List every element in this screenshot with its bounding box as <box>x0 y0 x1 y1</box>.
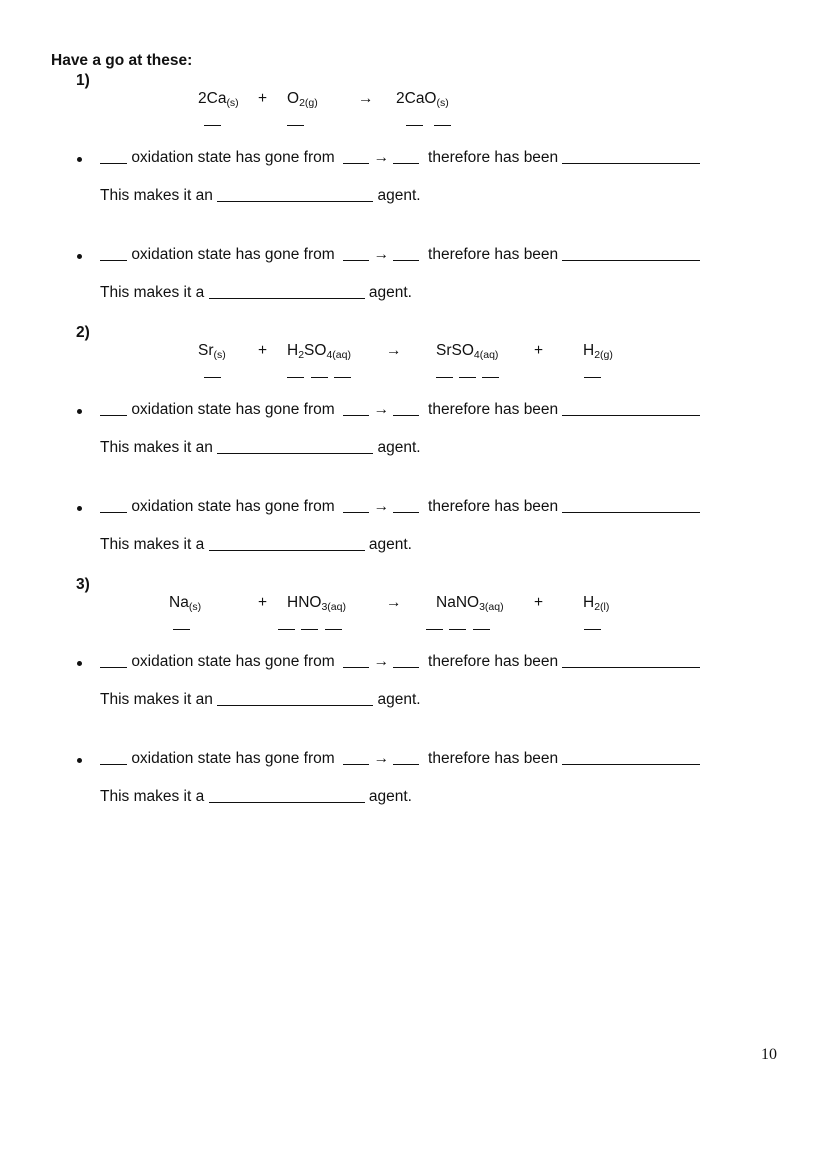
agent-line: This makes it an agent. <box>100 439 421 456</box>
arrow-icon: → <box>373 750 390 767</box>
species-hno3: $HNO_{3(aq)}$ <box>287 594 346 613</box>
to-blank[interactable] <box>393 653 419 668</box>
oxidation-number-blank[interactable] <box>436 377 453 378</box>
oxidation-number-blank[interactable] <box>406 125 423 126</box>
agent-line: This makes it an agent. <box>100 691 421 708</box>
bullet-icon <box>77 661 82 666</box>
process-blank[interactable] <box>562 246 700 261</box>
from-blank[interactable] <box>343 246 369 261</box>
worksheet-heading: Have a go at these: <box>51 52 193 69</box>
oxidation-number-blank[interactable] <box>204 377 221 378</box>
from-blank[interactable] <box>343 149 369 164</box>
species-h2so4: $H_2SO_{4(aq)}$ <box>287 342 351 361</box>
arrow-icon: → <box>373 401 390 418</box>
process-blank[interactable] <box>562 653 700 668</box>
species-srso4: SrSO$_{4(aq)}$ <box>436 342 499 361</box>
oxidation-number-blank[interactable] <box>584 629 601 630</box>
process-blank[interactable] <box>562 149 700 164</box>
bullet-icon <box>77 506 82 511</box>
to-blank[interactable] <box>393 498 419 513</box>
statement-line: oxidation state has gone from → therefore has been <box>100 246 700 264</box>
arrow-icon: → <box>373 246 390 263</box>
oxidation-number-blank[interactable] <box>204 125 221 126</box>
statement-line: oxidation state has gone from → therefore has been <box>100 750 700 768</box>
arrow-icon: → <box>358 90 374 107</box>
oxidation-number-blank[interactable] <box>278 629 295 630</box>
element-blank[interactable] <box>100 653 127 668</box>
from-blank[interactable] <box>343 401 369 416</box>
bullet-icon <box>77 409 82 414</box>
agent-blank[interactable] <box>209 788 365 803</box>
oxidation-number-blank[interactable] <box>287 125 304 126</box>
oxidation-number-blank[interactable] <box>584 377 601 378</box>
to-blank[interactable] <box>393 149 419 164</box>
element-blank[interactable] <box>100 246 127 261</box>
oxidation-number-blank[interactable] <box>334 377 351 378</box>
bullet-icon <box>77 157 82 162</box>
agent-blank[interactable] <box>217 691 373 706</box>
arrow-icon: → <box>373 653 390 670</box>
species-nano3: NaNO$_{3(aq)}$ <box>436 594 504 613</box>
plus-operator: + <box>534 342 544 359</box>
species-h2: $H_{2(g)}$ <box>583 342 613 361</box>
oxidation-number-blank[interactable] <box>482 377 499 378</box>
statement-line: oxidation state has gone from → therefore has been <box>100 401 700 419</box>
species-o2: $O_{2(g)}$ <box>287 90 318 109</box>
statement-line: oxidation state has gone from → therefore has been <box>100 498 700 516</box>
species-2cao: 2CaO$_{(s)}$ <box>396 90 449 109</box>
agent-blank[interactable] <box>217 439 373 454</box>
oxidation-number-blank[interactable] <box>311 377 328 378</box>
bullet-icon <box>77 254 82 259</box>
arrow-icon: → <box>386 342 402 359</box>
oxidation-number-blank[interactable] <box>459 377 476 378</box>
agent-line: This makes it a agent. <box>100 788 412 805</box>
question-number: 2) <box>76 324 90 341</box>
plus-operator: + <box>258 90 268 107</box>
plus-operator: + <box>258 342 268 359</box>
arrow-icon: → <box>373 149 390 166</box>
process-blank[interactable] <box>562 750 700 765</box>
species-na: $Na_{(s)}$ <box>169 594 202 613</box>
agent-blank[interactable] <box>209 284 365 299</box>
agent-blank[interactable] <box>209 536 365 551</box>
oxidation-number-blank[interactable] <box>449 629 466 630</box>
process-blank[interactable] <box>562 498 700 513</box>
from-blank[interactable] <box>343 750 369 765</box>
agent-line: This makes it a agent. <box>100 536 412 553</box>
to-blank[interactable] <box>393 401 419 416</box>
species-2ca: $2Ca_{(s)}$ <box>198 90 239 109</box>
oxidation-number-blank[interactable] <box>434 125 451 126</box>
to-blank[interactable] <box>393 246 419 261</box>
plus-operator: + <box>534 594 544 611</box>
question-number: 3) <box>76 576 90 593</box>
element-blank[interactable] <box>100 149 127 164</box>
element-blank[interactable] <box>100 401 127 416</box>
element-blank[interactable] <box>100 750 127 765</box>
oxidation-number-blank[interactable] <box>473 629 490 630</box>
oxidation-number-blank[interactable] <box>325 629 342 630</box>
from-blank[interactable] <box>343 498 369 513</box>
process-blank[interactable] <box>562 401 700 416</box>
statement-line: oxidation state has gone from → therefore has been <box>100 149 700 167</box>
agent-blank[interactable] <box>217 187 373 202</box>
species-h2: $H_{2(l)}$ <box>583 594 610 613</box>
statement-line: oxidation state has gone from → therefore has been <box>100 653 700 671</box>
plus-operator: + <box>258 594 268 611</box>
question-number: 1) <box>76 72 90 89</box>
from-blank[interactable] <box>343 653 369 668</box>
oxidation-number-blank[interactable] <box>426 629 443 630</box>
species-sr: $Sr_{(s)}$ <box>198 342 226 361</box>
to-blank[interactable] <box>393 750 419 765</box>
page-number: 10 <box>761 1046 777 1063</box>
oxidation-number-blank[interactable] <box>301 629 318 630</box>
agent-line: This makes it an agent. <box>100 187 421 204</box>
arrow-icon: → <box>386 594 402 611</box>
bullet-icon <box>77 758 82 763</box>
oxidation-number-blank[interactable] <box>287 377 304 378</box>
arrow-icon: → <box>373 498 390 515</box>
agent-line: This makes it a agent. <box>100 284 412 301</box>
oxidation-number-blank[interactable] <box>173 629 190 630</box>
element-blank[interactable] <box>100 498 127 513</box>
